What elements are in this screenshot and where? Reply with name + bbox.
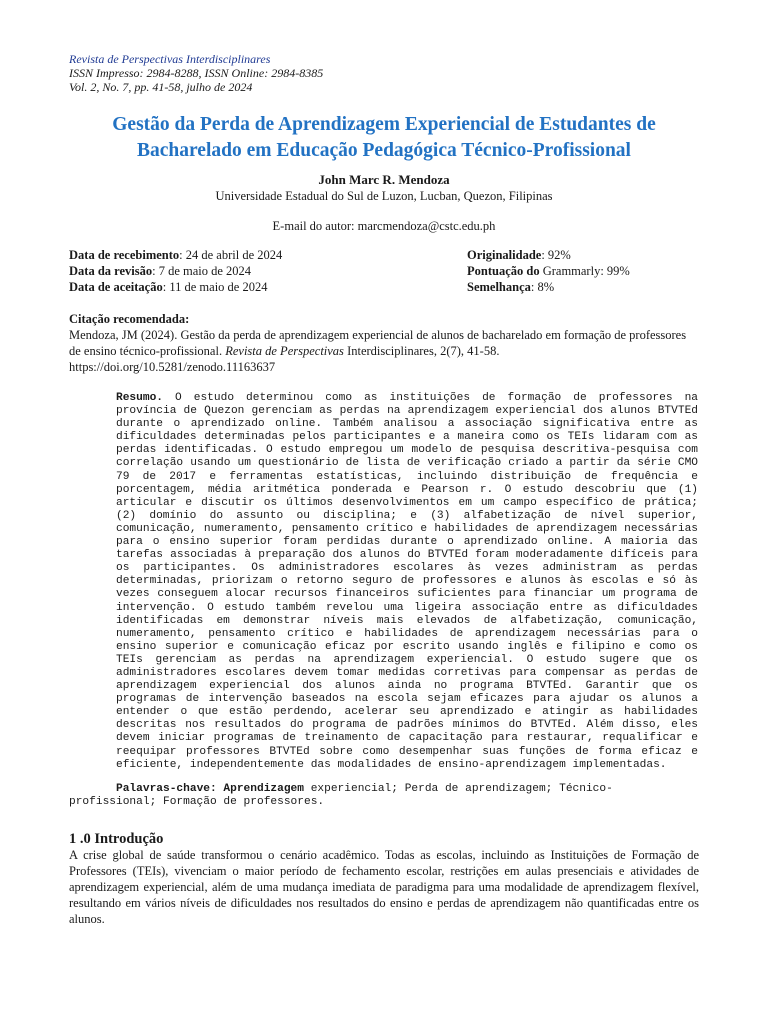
keywords: [69, 783, 699, 810]
paper-page: [69, 52, 699, 928]
dates-left-column: [69, 247, 467, 295]
accepted-label: Data de aceitação: [69, 280, 163, 294]
paper-title: Gestão da Perda de Aprendizagem Experiencial de Estudantes de Bacharelado em Educação Pedagógica Técnico-Profissional: [112, 114, 656, 161]
originality-label: Originalidade: [467, 248, 542, 262]
author-affiliation: Universidade Estadual do Sul de Luzon, Lucban, Quezon, Filipinas: [215, 189, 553, 203]
keywords-text: experiencial; Perda de aprendizagem; Técnico-profissional; Formação de professores.: [69, 782, 613, 809]
similarity-score: [467, 279, 630, 295]
citation-heading: Citação recomendada:: [69, 312, 190, 326]
keywords-label: Palavras-chave: Aprendizagem: [116, 782, 304, 795]
section-heading: 1 .0 Introdução: [69, 830, 164, 847]
intro-paragraph: A crise global de saúde transformou o cenário acadêmico. Todas as escolas, incluindo as Instituições de Formação de Professores (TEIs), vivenciam o maior período de fechamento escolar, restrições em aulas presenciais e atividades de aprendizagem experiencial, além de uma mudança imediata de paradigma para uma modalidade de aprendizagem flexível, resultando em vários níveis de dificuldades nos resultados do ensino e perdas de aprendizagem não quantificadas entre os alunos.: [69, 847, 699, 927]
revised-value: : 7 de maio de 2024: [152, 264, 252, 278]
journal-issn: ISSN Impresso: 2984-8288, ISSN Online: 2984-8385: [69, 66, 324, 80]
journal-volume: Vol. 2, No. 7, pp. 41-58, julho de 2024: [69, 80, 253, 94]
similarity-value: : 8%: [530, 280, 555, 294]
citation-doi[interactable]: https://doi.org/10.5281/zenodo.11163637: [69, 360, 276, 374]
author-name: John Marc R. Mendoza: [318, 172, 450, 187]
originality-score: [467, 247, 630, 263]
citation-journal: Revista de Perspectivas: [225, 344, 344, 358]
article-dates: [69, 247, 699, 295]
revised-label: Data da revisão: [69, 264, 153, 278]
similarity-label: Semelhança: [467, 280, 531, 294]
citation-text: [69, 327, 699, 359]
citation-text-start: Mendoza, JM (2024). Gestão da perda de aprendizagem experiencial de alunos de bacharelado em formação de professores de ensino técnico-profissional.: [69, 328, 687, 358]
journal-name: Revista de Perspectivas Interdisciplinares: [69, 52, 271, 66]
grammarly-score: [467, 263, 630, 279]
author-email: E-mail do autor: marcmendoza@cstc.edu.ph: [272, 219, 496, 233]
received-value: : 24 de abril de 2024: [179, 248, 283, 262]
received-label: Data de recebimento: [69, 248, 180, 262]
dates-right-column: [467, 247, 630, 295]
abstract: [116, 392, 698, 772]
revised-date: [69, 263, 467, 279]
recommended-citation: [69, 311, 699, 375]
accepted-date: [69, 279, 467, 295]
citation-text-end: Interdisciplinares, 2(7), 41-58.: [343, 344, 500, 358]
accepted-value: : 11 de maio de 2024: [162, 280, 268, 294]
grammarly-value: Grammarly: 99%: [539, 264, 630, 278]
journal-header: [69, 52, 699, 94]
abstract-label: Resumo.: [116, 392, 163, 404]
grammarly-label: Pontuação do: [467, 264, 540, 278]
originality-value: : 92%: [541, 248, 571, 262]
received-date: [69, 247, 467, 263]
abstract-text: O estudo determinou como as instituições de formação de professores na província de Quezon gerenciam as perdas na aprendizagem experiencial dos alunos BTVTEd durante o aprendizado online. Também analisou a associação significativa entre as dificuldades determinadas pelos participantes e a maneira como os TEIs lidaram com as perdas identificadas. O estudo empregou um modelo de pesquisa descritiva-pesquisa com correlação usando um questionário de lista de verificação criado a partir da série CMO 79 de 2017 e ferramentas estatísticas, incluindo distribuição de frequência e porcentagem, média aritmética ponderada e Pearson r. O estudo descobriu que (1) articular e discutir os últimos desenvolvimentos em um campo específico de prática; (2) domínio do assunto ou disciplina; e (3) alfabetização de nível superior, comunicação, numeramento, pensamento crítico e habilidades de aprendizagem necessárias para o ensino superior foram perdidas durante o aprendizado online. A maioria das tarefas associadas à preparação dos alunos do BTVTEd foram moderadamente difíceis para os participantes. Os administradores escolares às vezes administram as perdas determinadas, priorizam o retorno seguro de professores e alunos às escolas e só às vezes conseguem alocar recursos financeiros suficientes para financiar um programa de intervenção. O estudo também revelou uma ligeira associação entre as dificuldades identificadas em demonstrar níveis mais elevados de alfabetização, comunicação, numeramento, pensamento crítico e habilidades de aprendizagem necessárias para o ensino superior e comunicação eficaz por escrito usando inglês e filipino e como os TEIs gerenciam as perdas na aprendizagem experiencial. O estudo sugere que os administradores escolares devem tomar medidas corretivas para compensar as perdas de aprendizagem experiencial dos alunos ainda no programa BTVTEd. Garantir que os programas de intervenção baseados na escola sejam eficazes para ajudar os alunos a entender o que estão perdendo, acelerar seu aprendizado e atingir as habilidades descritas nos resultados do programa de padrões mínimos do BTVTEd. Além disso, eles devem iniciar programas de treinamento de capacitação para restaurar, requalificar e reequipar professores BTVTEd sobre como desempenhar suas funções de forma eficaz e eficiente, independentemente das modalidades de ensino-aprendizagem implementadas.: [116, 392, 698, 771]
